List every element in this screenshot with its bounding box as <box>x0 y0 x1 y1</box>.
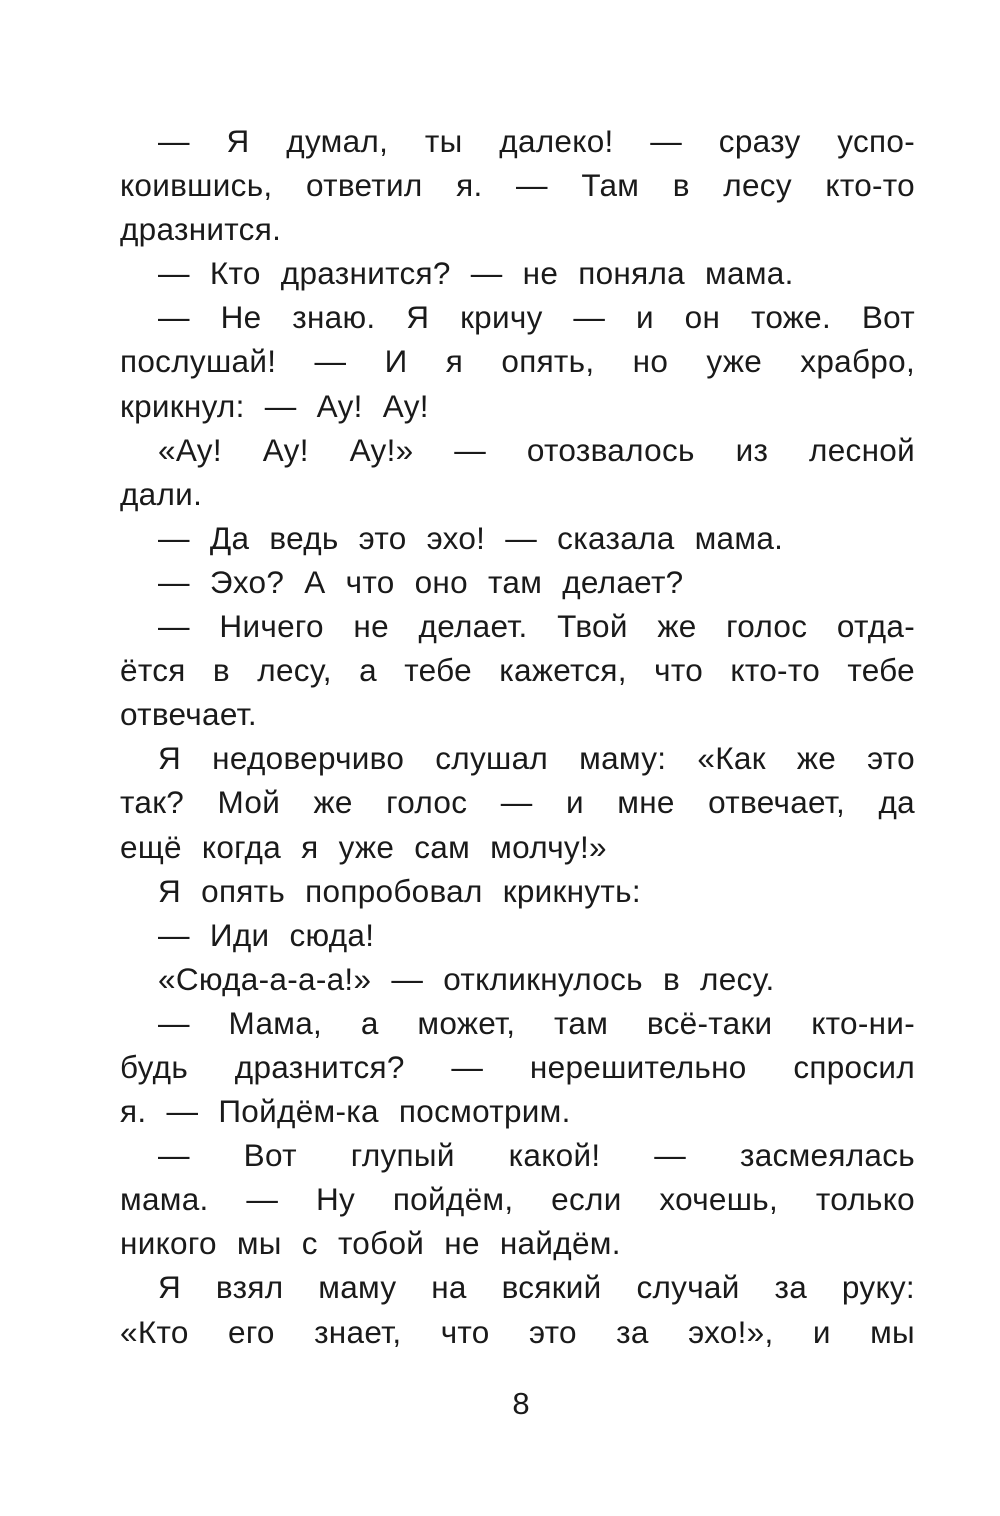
body-text <box>120 119 915 1354</box>
text-line: — Кто дразнится? — не поняла мама. <box>158 255 794 292</box>
text-line: так? Мой же голос — и мне отвечает, да <box>120 784 915 821</box>
text-line: дразнится. <box>120 211 282 248</box>
text-line: — Ничего не делает. Твой же голос отда- <box>158 608 915 645</box>
text-line: ётся в лесу, а тебе кажется, что кто-то тебе <box>120 652 915 689</box>
page-number: 8 <box>512 1386 530 1421</box>
text-line: я. — Пойдём-ка посмотрим. <box>120 1093 571 1130</box>
text-line: ещё когда я уже сам молчу!» <box>120 828 607 865</box>
text-line: отвечает. <box>120 696 257 733</box>
text-line: Я недоверчиво слушал маму: «Как же это <box>158 740 915 777</box>
text-line: крикнул: — Ау! Ау! <box>120 387 429 424</box>
text-line: никого мы с тобой не найдём. <box>120 1225 621 1262</box>
text-line: — Эхо? А что оно там делает? <box>158 563 684 600</box>
text-line: — Вот глупый какой! — засмеялась <box>158 1137 915 1174</box>
text-line: будь дразнится? — нерешительно спросил <box>120 1048 915 1085</box>
text-line: — Мама, а может, там всё-таки кто-ни- <box>158 1004 915 1041</box>
text-line: — Я думал, ты далеко! — сразу успо- <box>158 123 915 159</box>
text-line: Я взял маму на всякий случай за руку: <box>158 1269 915 1306</box>
text-line: мама. — Ну пойдём, если хочешь, только <box>120 1181 915 1218</box>
text-line: «Сюда-а-а-а!» — откликнулось в лесу. <box>158 960 775 997</box>
text-line: «Кто его знает, что это за эхо!», и мы <box>120 1313 915 1350</box>
text-line: послушай! — И я опять, но уже храбро, <box>120 343 915 380</box>
text-line: дали. <box>120 475 203 512</box>
text-line: «Ау! Ау! Ау!» — отозвалось из лесной <box>158 431 915 468</box>
text-line: — Не знаю. Я кричу — и он тоже. Вот <box>158 299 915 336</box>
text-line: — Иди сюда! <box>158 916 375 953</box>
text-line: коившись, ответил я. — Там в лесу кто-то <box>120 167 915 204</box>
text-line: — Да ведь это эхо! — сказала мама. <box>158 519 784 556</box>
text-line: Я опять попробовал крикнуть: <box>158 872 641 909</box>
